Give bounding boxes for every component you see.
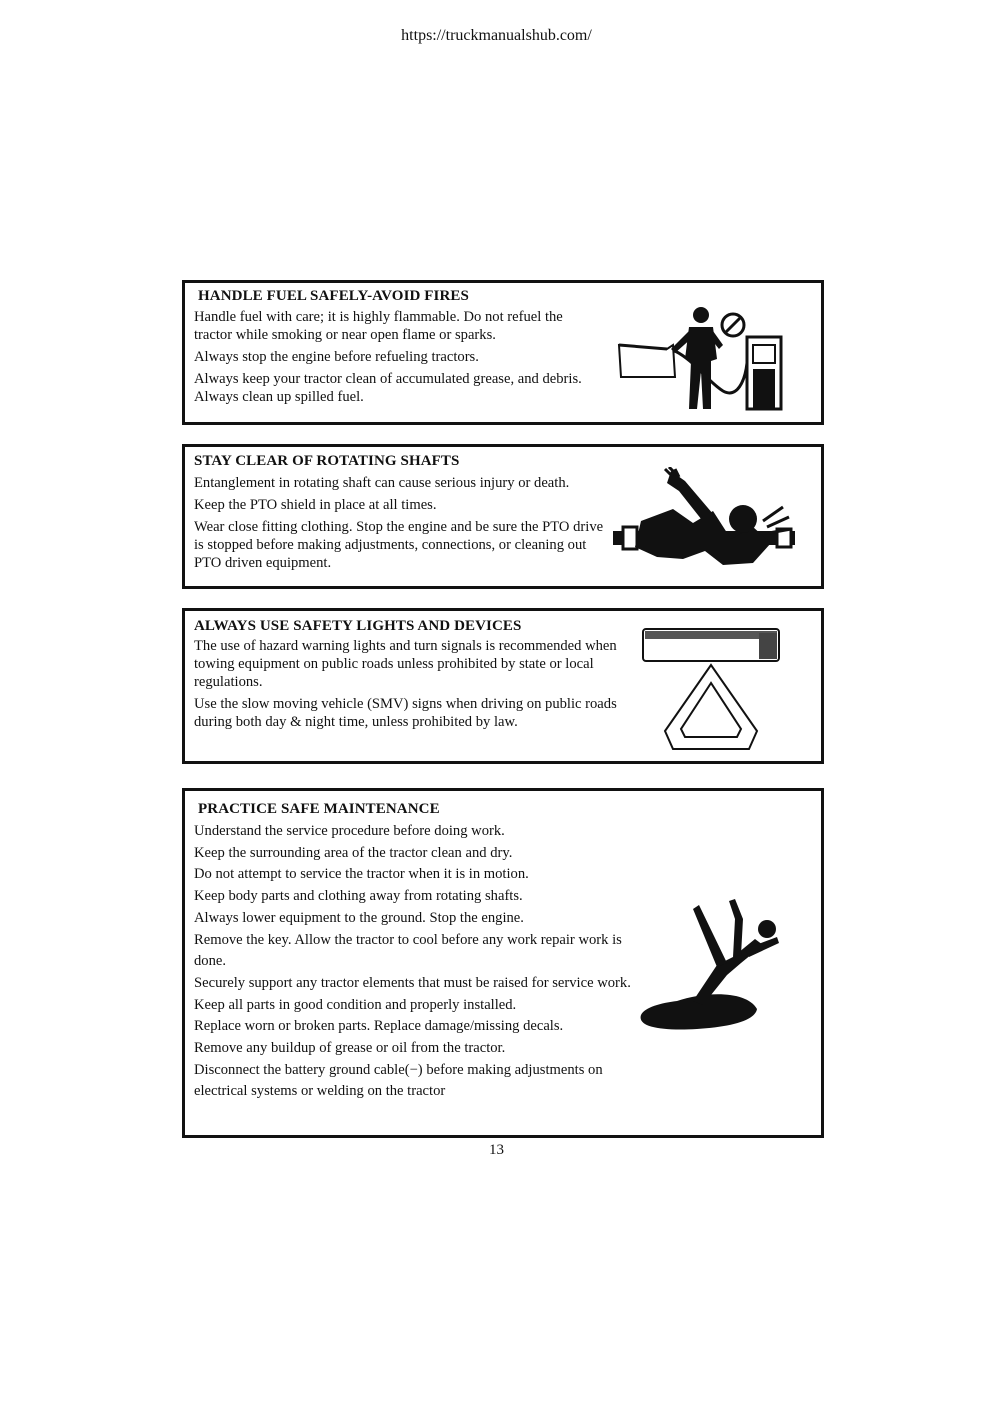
- section-paragraph: Always stop the engine before refueling tractors.: [194, 349, 479, 365]
- section-paragraph: Wear close fitting clothing. Stop the engine and be sure the PTO drive is stopped before making adjustments, connections, or cleaning out PTO driven equipment.: [194, 519, 604, 571]
- section-paragraph: Securely support any tractor elements that must be raised for service work.: [194, 974, 631, 991]
- section-title: STAY CLEAR OF ROTATING SHAFTS: [194, 453, 460, 469]
- section-title: PRACTICE SAFE MAINTENANCE: [198, 801, 440, 817]
- section-paragraph: Keep the surrounding area of the tractor clean and dry.: [194, 844, 513, 861]
- section-paragraph: Remove the key. Allow the tractor to cool before any work repair work is done.: [194, 931, 622, 970]
- section-paragraph: Replace worn or broken parts. Replace damage/missing decals.: [194, 1018, 564, 1035]
- section-paragraph: Remove any buildup of grease or oil from the tractor.: [194, 1040, 506, 1057]
- section-paragraph: Keep the PTO shield in place at all times.: [194, 497, 437, 513]
- rotating-shafts-box: [182, 444, 824, 589]
- page-number: 13: [489, 1142, 504, 1158]
- smv-sign-icon: [641, 627, 783, 757]
- safe-maintenance-box: [182, 788, 824, 1138]
- safety-lights-box: [182, 608, 824, 764]
- section-paragraph: Disconnect the battery ground cable(−) before making adjustments on electrical systems or welding on the tractor: [194, 1061, 603, 1100]
- section-title: ALWAYS USE SAFETY LIGHTS AND DEVICES: [194, 618, 522, 634]
- rotating-shaft-entanglement-icon: [613, 467, 797, 571]
- section-paragraph: Entanglement in rotating shaft can cause serious injury or death.: [194, 475, 570, 491]
- section-paragraph: Use the slow moving vehicle (SMV) signs when driving on public roads during both day & night time, unless prohibited by law.: [194, 696, 617, 730]
- section-paragraph: Keep body parts and clothing away from rotating shafts.: [194, 888, 523, 905]
- section-paragraph: Do not attempt to service the tractor when it is in motion.: [194, 866, 529, 883]
- section-paragraph: Keep all parts in good condition and properly installed.: [194, 996, 517, 1013]
- section-paragraph: Always keep your tractor clean of accumulated grease, and debris. Always clean up spilled fuel.: [194, 371, 582, 405]
- section-paragraph: The use of hazard warning lights and turn signals is recommended when towing equipment on public roads unless prohibited by state or local regulations.: [194, 638, 617, 690]
- fuel-safety-box: [182, 280, 824, 425]
- section-paragraph: Always lower equipment to the ground. Stop the engine.: [194, 909, 524, 926]
- slipping-person-icon: [637, 891, 787, 1036]
- refueling-person-icon: [615, 301, 790, 413]
- section-title: HANDLE FUEL SAFELY-AVOID FIRES: [198, 288, 469, 304]
- section-paragraph: Handle fuel with care; it is highly flammable. Do not refuel the tractor while smoking or near open flame or sparks.: [194, 309, 563, 343]
- page-url: https://truckmanualshub.com/: [401, 27, 592, 44]
- section-paragraph: Understand the service procedure before doing work.: [194, 823, 505, 839]
